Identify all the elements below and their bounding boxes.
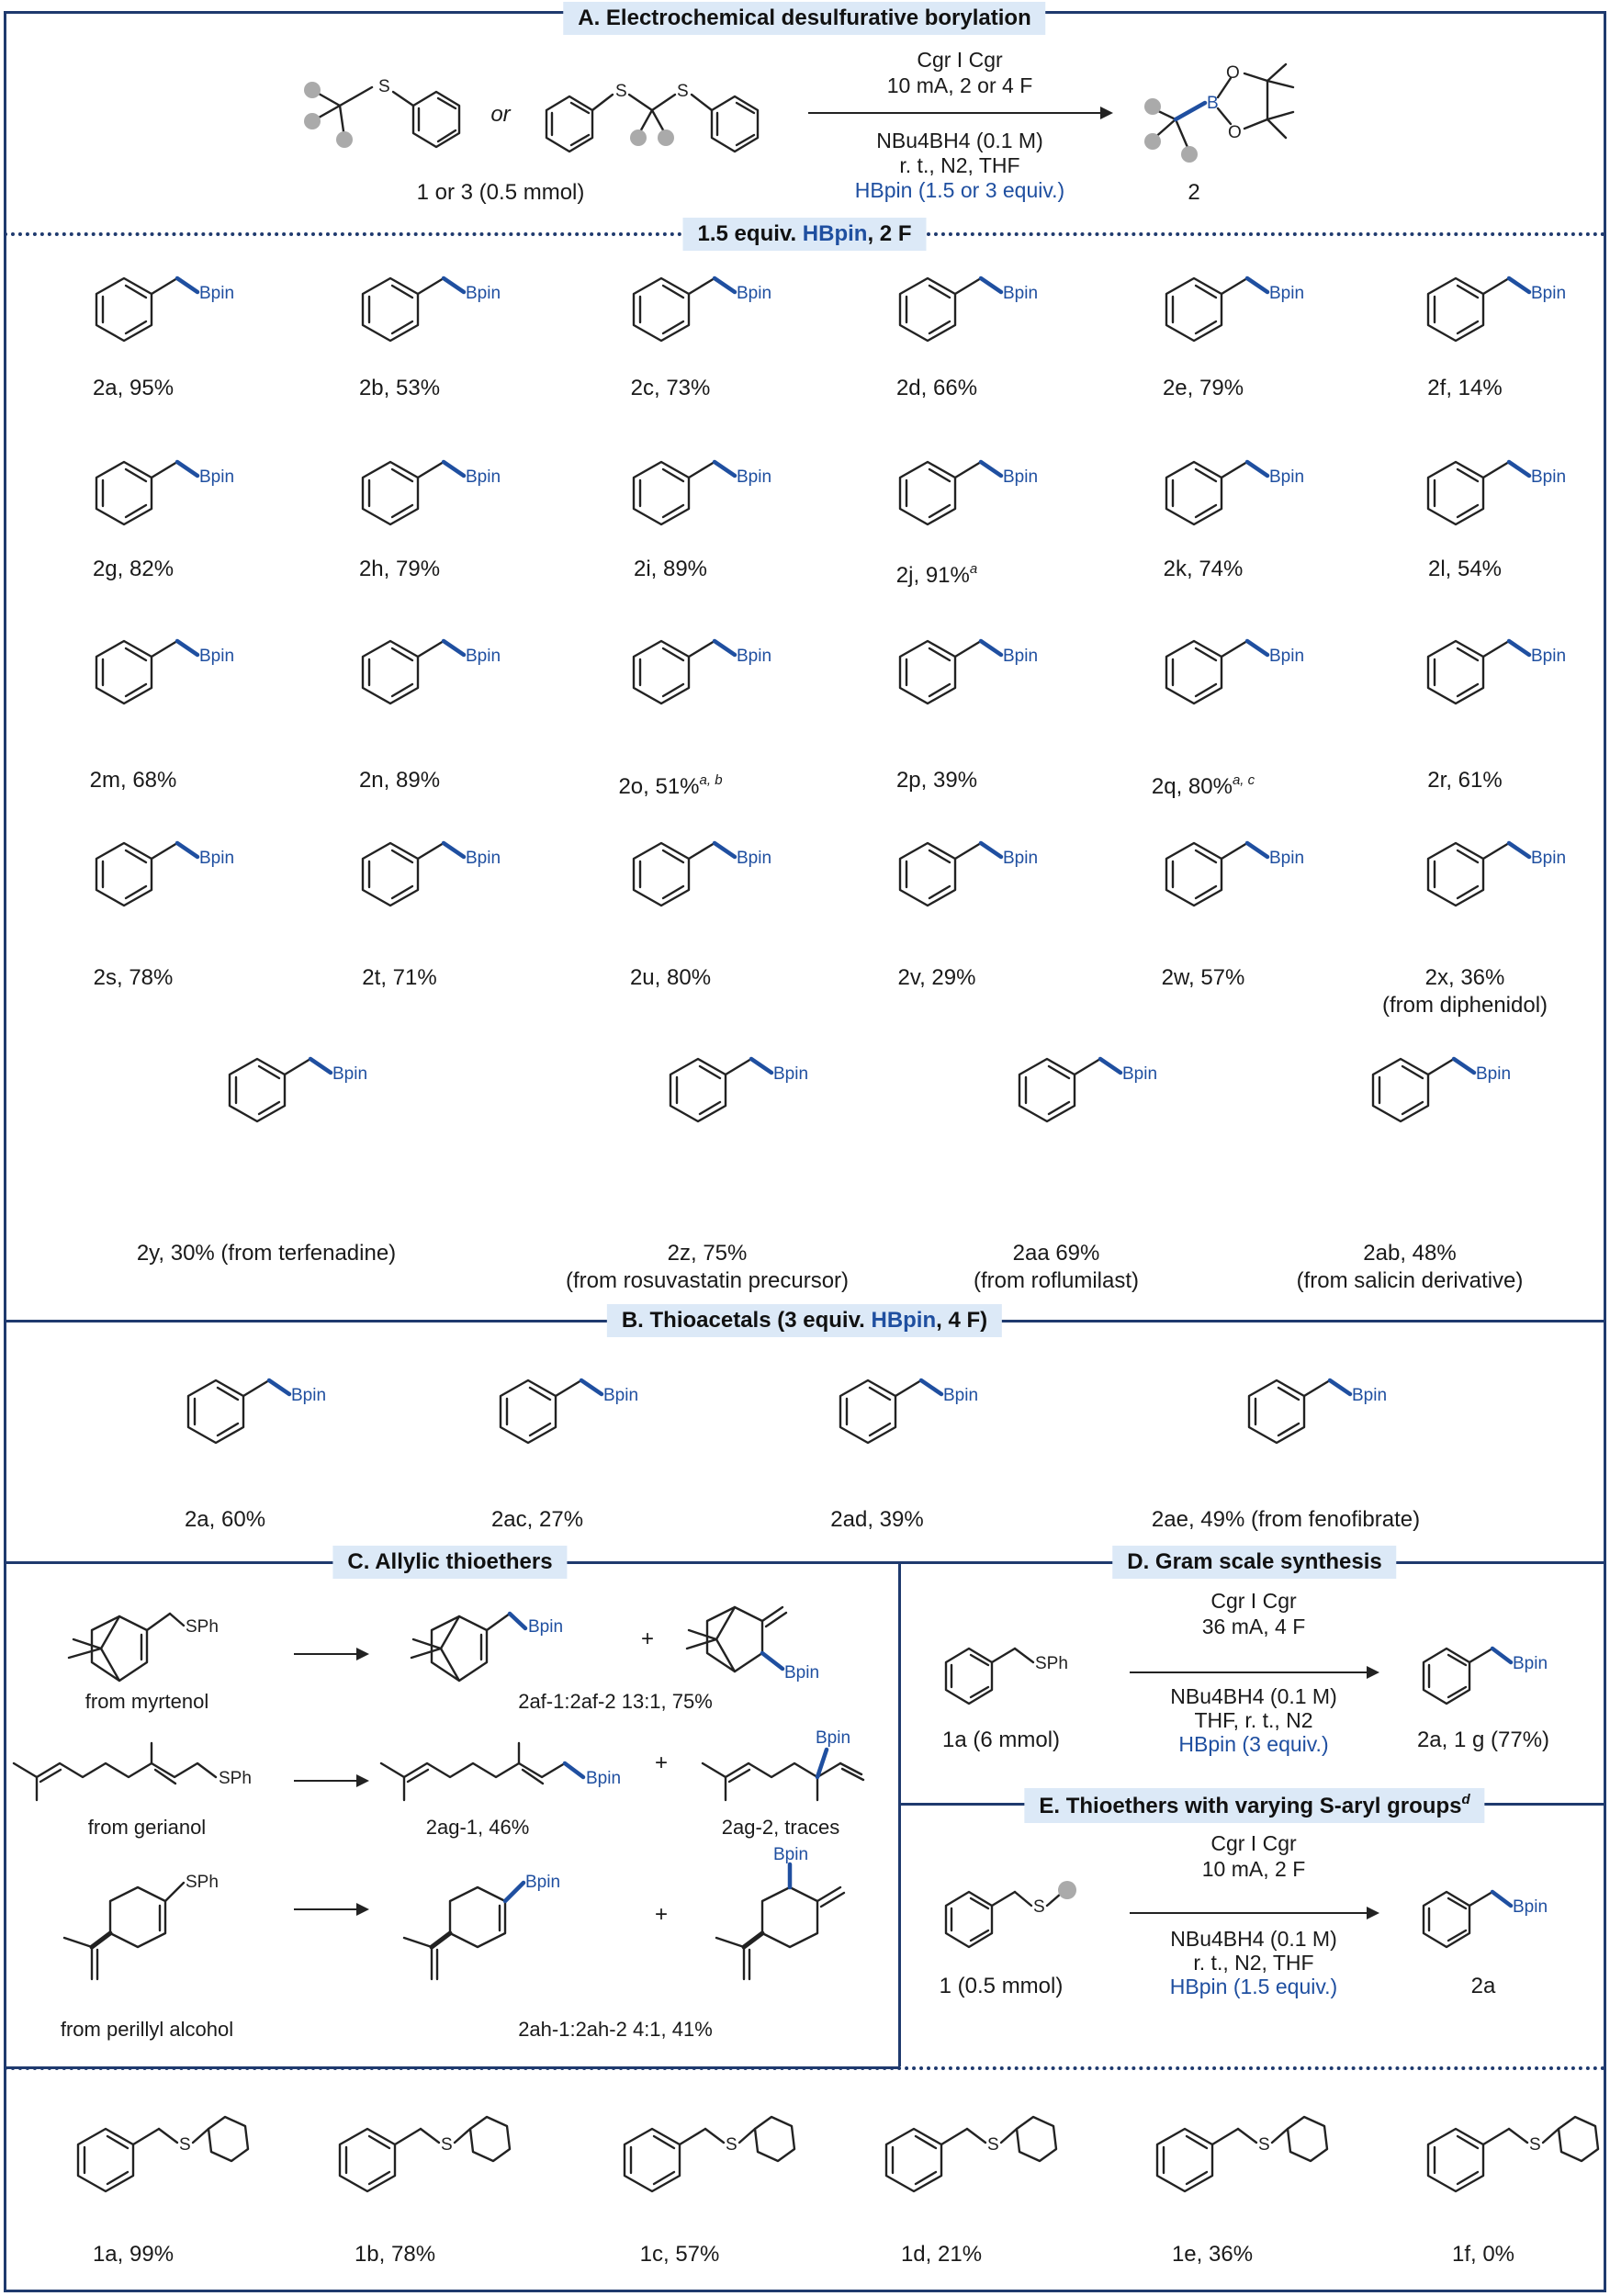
c-r3-source: from perillyl alcohol <box>60 2018 234 2041</box>
product-label-2j: 2j, 91%$^a$ <box>895 561 978 588</box>
c-r3-product: 2ah-1:2ah-2 4:1, 41% <box>518 2018 713 2041</box>
svg-text:SPh: SPh <box>1035 1654 1068 1673</box>
svg-text:Bpin: Bpin <box>784 1663 820 1683</box>
c-r2-product2: 2ag-2, traces <box>721 1816 840 1839</box>
scheme-a-product <box>1139 37 1323 174</box>
section-c-title: C. Allylic thioethers <box>332 1546 567 1579</box>
bpin-label: Bpin <box>1003 647 1039 666</box>
svg-text:S: S <box>1033 1897 1045 1917</box>
svg-text:SPh: SPh <box>186 1873 219 1892</box>
svg-text:B: B <box>1207 94 1219 113</box>
product-structure-2aa <box>983 1029 1194 1157</box>
svg-text:S: S <box>726 2135 737 2155</box>
bpin-label: Bpin <box>737 284 772 303</box>
scheme-a-substrate-3 <box>537 51 804 161</box>
product-note-2x: (from diphenidol) <box>1381 993 1548 1018</box>
scheme-a-cond-electrodes: Cgr I Cgr <box>917 48 1003 72</box>
scheme-a-cond-current: 10 mA, 2 or 4 F <box>886 73 1033 97</box>
myrtenol-product-1 <box>404 1593 588 1704</box>
product-structure-2l <box>1391 432 1603 560</box>
product-label-2c: 2c, 73% <box>630 376 711 400</box>
gram-cond-reagent: HBpin (3 equiv.) <box>1178 1732 1329 1756</box>
bpin-label: Bpin <box>199 284 235 303</box>
product-structure-2f <box>1391 248 1603 377</box>
product-structure-2q <box>1130 611 1341 739</box>
product-label-2l: 2l, 54% <box>1427 557 1503 581</box>
product-structure-2e <box>1130 248 1341 377</box>
bpin-label: Bpin <box>1003 467 1039 487</box>
saryl-cond-electrolyte: NBu4BH4 (0.1 M) <box>1170 1927 1337 1951</box>
section-e-title: E. Thioethers with varying S-aryl groups$^d$ <box>1024 1788 1484 1823</box>
product-label-2n: 2n, 89% <box>358 768 441 793</box>
product-note-2ab: (from salicin derivative) <box>1296 1268 1524 1293</box>
gram-cond-electrolyte: NBu4BH4 (0.1 M) <box>1170 1684 1337 1708</box>
section-b-title: B. Thioacetals (3 equiv. HBpin, 4 F) <box>607 1304 1002 1337</box>
bpin-label: Bpin <box>943 1386 979 1405</box>
svg-text:S: S <box>677 82 689 101</box>
geraniol-product-2 <box>698 1727 900 1809</box>
thioacetal-label-2ae: 2ae, 49% (from fenofibrate) <box>1151 1507 1421 1532</box>
section-a-subtitle: 1.5 equiv. HBpin, 2 F <box>683 218 927 251</box>
product-structure-2h <box>326 432 537 560</box>
bpin-label: Bpin <box>199 849 235 868</box>
product-label-2w: 2w, 57% <box>1161 965 1245 990</box>
scheme-a-substrate-label: 1 or 3 (0.5 mmol) <box>416 180 585 205</box>
product-label-2g: 2g, 82% <box>92 557 175 581</box>
product-structure-2t <box>326 813 537 941</box>
saryl-cond-electrodes: Cgr I Cgr <box>1210 1831 1297 1855</box>
product-label-2q: 2q, 80%$^{a, c}$ <box>1151 772 1255 799</box>
bpin-label: Bpin <box>737 647 772 666</box>
product-structure-2w <box>1130 813 1341 941</box>
thioacetal-label-2ac: 2ac, 27% <box>490 1507 584 1532</box>
c-arrow-2 <box>294 1780 367 1782</box>
saryl-result-5: 1f, 0% <box>1451 2242 1515 2267</box>
product-label-2ab: 2ab, 48% <box>1363 1241 1457 1266</box>
bpin-label: Bpin <box>1531 849 1567 868</box>
product-label-2v: 2v, 29% <box>897 965 976 990</box>
svg-text:S: S <box>441 2135 453 2155</box>
product-structure-2s <box>60 813 271 941</box>
svg-text:Bpin: Bpin <box>525 1873 561 1892</box>
product-label-2r: 2r, 61% <box>1427 768 1503 793</box>
bpin-label: Bpin <box>1531 284 1567 303</box>
gram-arrow <box>1130 1671 1378 1673</box>
product-structure-2y <box>193 1029 404 1157</box>
bpin-label: Bpin <box>1122 1064 1158 1084</box>
gram-cond-current: 36 mA, 4 F <box>1201 1615 1306 1638</box>
product-label-2f: 2f, 14% <box>1427 376 1503 400</box>
product-label-2x: 2x, 36% <box>1424 965 1505 990</box>
bpin-label: Bpin <box>1269 284 1305 303</box>
product-structure-2ab <box>1336 1029 1548 1157</box>
c-r1-source: from myrtenol <box>84 1690 209 1713</box>
saryl-result-4: 1e, 36% <box>1171 2242 1254 2267</box>
scheme-a-cond-electrolyte: NBu4BH4 (0.1 M) <box>876 129 1043 152</box>
saryl-structure-4 <box>1120 2099 1332 2227</box>
c-plus-2: + <box>654 1750 669 1775</box>
product-structure-2j <box>863 432 1075 560</box>
product-structure-2p <box>863 611 1075 739</box>
bpin-label: Bpin <box>1476 1064 1512 1084</box>
svg-text:SPh: SPh <box>186 1617 219 1637</box>
gram-substrate-label: 1a (6 mmol) <box>941 1728 1061 1752</box>
bpin-label: Bpin <box>332 1064 368 1084</box>
product-label-2p: 2p, 39% <box>895 768 978 793</box>
product-structure-2n <box>326 611 537 739</box>
bpin-label: Bpin <box>291 1386 327 1405</box>
gram-cond-electrodes: Cgr I Cgr <box>1210 1589 1297 1613</box>
saryl-structure-1 <box>303 2099 514 2227</box>
saryl-structure-0 <box>41 2099 253 2227</box>
saryl-cond-reagent: HBpin (1.5 equiv.) <box>1169 1975 1338 1998</box>
product-label-2aa: 2aa 69% <box>1012 1241 1100 1266</box>
thioacetal-structure-2a <box>152 1350 363 1479</box>
scheme-a-cond-atmos: r. t., N2, THF <box>899 153 1020 177</box>
product-structure-2b <box>326 248 537 377</box>
svg-text:Bpin: Bpin <box>1513 1654 1548 1673</box>
thioacetal-label-2a: 2a, 60% <box>184 1507 266 1532</box>
bpin-label: Bpin <box>773 1064 809 1084</box>
saryl-arrow <box>1130 1912 1378 1914</box>
product-label-2u: 2u, 80% <box>629 965 712 990</box>
c-plus-3: + <box>654 1902 669 1927</box>
divider-dotted-e <box>4 2066 1606 2070</box>
bpin-label: Bpin <box>1003 849 1039 868</box>
svg-text:Bpin: Bpin <box>528 1617 564 1637</box>
bpin-label: Bpin <box>1269 647 1305 666</box>
product-structure-2z <box>634 1029 845 1157</box>
gram-product-label: 2a, 1 g (77%) <box>1416 1728 1550 1752</box>
svg-text:S: S <box>1529 2135 1541 2155</box>
svg-text:O: O <box>1226 63 1240 83</box>
product-structure-2o <box>597 611 808 739</box>
svg-text:Bpin: Bpin <box>586 1769 622 1788</box>
perillyl-product-1 <box>377 1860 579 1998</box>
product-label-2a: 2a, 95% <box>92 376 175 400</box>
bpin-label: Bpin <box>737 467 772 487</box>
svg-text:Bpin: Bpin <box>816 1728 851 1748</box>
svg-text:S: S <box>987 2135 999 2155</box>
bpin-label: Bpin <box>1269 849 1305 868</box>
bpin-label: Bpin <box>466 284 501 303</box>
product-structure-2m <box>60 611 271 739</box>
myrtenol-substrate <box>46 1593 248 1704</box>
product-structure-2d <box>863 248 1075 377</box>
bpin-label: Bpin <box>1269 467 1305 487</box>
product-structure-2r <box>1391 611 1603 739</box>
section-d-title: D. Gram scale synthesis <box>1112 1546 1396 1579</box>
saryl-structure-2 <box>588 2099 799 2227</box>
product-structure-2k <box>1130 432 1341 560</box>
geraniol-substrate <box>9 1736 285 1809</box>
saryl-product-label: 2a <box>1470 1974 1496 1998</box>
bpin-label: Bpin <box>199 467 235 487</box>
product-note-2aa: (from roflumilast) <box>973 1268 1140 1293</box>
svg-text:S: S <box>615 82 627 101</box>
bpin-label: Bpin <box>466 467 501 487</box>
c-r2-source: from gerianol <box>87 1816 207 1839</box>
svg-text:S: S <box>1258 2135 1270 2155</box>
saryl-result-2: 1c, 57% <box>639 2242 720 2267</box>
myrtenol-product-2 <box>680 1584 863 1694</box>
gram-substrate <box>928 1616 1111 1727</box>
product-note-2z: (from rosuvastatin precursor) <box>565 1268 850 1293</box>
bpin-label: Bpin <box>1003 284 1039 303</box>
product-label-2d: 2d, 66% <box>895 376 978 400</box>
svg-text:SPh: SPh <box>219 1769 252 1788</box>
saryl-substrate-label: 1 (0.5 mmol) <box>939 1974 1064 1998</box>
scheme-a-cond-reagent: HBpin (1.5 or 3 equiv.) <box>854 178 1065 202</box>
saryl-substrate <box>928 1855 1111 1965</box>
bpin-label: Bpin <box>737 849 772 868</box>
saryl-structure-5 <box>1391 2099 1603 2227</box>
thioacetal-structure-2ac <box>464 1350 675 1479</box>
bpin-label: Bpin <box>466 849 501 868</box>
bpin-label: Bpin <box>603 1386 639 1405</box>
product-structure-2c <box>597 248 808 377</box>
saryl-cond-atmos: r. t., N2, THF <box>1193 1951 1314 1975</box>
c-arrow-3 <box>294 1908 367 1910</box>
scheme-a-or: or <box>490 102 511 127</box>
gram-product <box>1405 1616 1589 1727</box>
saryl-result-0: 1a, 99% <box>92 2242 175 2267</box>
svg-text:O: O <box>1228 123 1242 142</box>
product-label-2e: 2e, 79% <box>1162 376 1244 400</box>
product-label-2h: 2h, 79% <box>358 557 441 581</box>
product-label-2k: 2k, 74% <box>1163 557 1244 581</box>
product-label-2o: 2o, 51%$^{a, b}$ <box>618 772 723 799</box>
section-a-title: A. Electrochemical desulfurative borylation <box>563 2 1045 35</box>
svg-text:S: S <box>378 77 390 96</box>
svg-text:Bpin: Bpin <box>773 1845 809 1864</box>
svg-text:Bpin: Bpin <box>1513 1897 1548 1917</box>
saryl-result-1: 1b, 78% <box>354 2242 436 2267</box>
product-label-2m: 2m, 68% <box>89 768 177 793</box>
product-structure-2g <box>60 432 271 560</box>
product-label-2y: 2y, 30% (from terfenadine) <box>136 1241 397 1266</box>
svg-text:S: S <box>179 2135 191 2155</box>
scheme-a-product-label: 2 <box>1188 180 1200 205</box>
thioacetal-structure-2ae <box>1212 1350 1424 1479</box>
thioacetal-structure-2ad <box>804 1350 1015 1479</box>
bpin-label: Bpin <box>1531 467 1567 487</box>
product-structure-2u <box>597 813 808 941</box>
product-structure-2x <box>1391 813 1603 941</box>
gram-cond-atmos: THF, r. t., N2 <box>1194 1708 1313 1732</box>
c-plus-1: + <box>640 1626 655 1651</box>
divider-cd <box>898 1561 901 2066</box>
product-structure-2a <box>60 248 271 377</box>
c-r2-product1: 2ag-1, 46% <box>425 1816 530 1839</box>
saryl-structure-3 <box>850 2099 1061 2227</box>
product-label-2t: 2t, 71% <box>362 965 437 990</box>
product-structure-2i <box>597 432 808 560</box>
product-label-2z: 2z, 75% <box>667 1241 748 1266</box>
product-label-2b: 2b, 53% <box>358 376 441 400</box>
scheme-a-substrate-1 <box>294 55 478 156</box>
bpin-label: Bpin <box>199 647 235 666</box>
scheme-a-arrow <box>808 112 1111 114</box>
product-label-2s: 2s, 78% <box>93 965 174 990</box>
geraniol-product-1 <box>377 1736 652 1809</box>
c-arrow-1 <box>294 1653 367 1655</box>
product-structure-2v <box>863 813 1075 941</box>
product-label-2i: 2i, 89% <box>633 557 708 581</box>
perillyl-product-2 <box>689 1846 891 2002</box>
perillyl-substrate <box>37 1860 239 1998</box>
saryl-product <box>1405 1855 1589 1965</box>
bpin-label: Bpin <box>1352 1386 1388 1405</box>
c-r1-product: 2af-1:2af-2 13:1, 75% <box>518 1690 713 1713</box>
thioacetal-label-2ad: 2ad, 39% <box>830 1507 924 1532</box>
saryl-cond-current: 10 mA, 2 F <box>1201 1857 1306 1881</box>
bpin-label: Bpin <box>466 647 501 666</box>
bpin-label: Bpin <box>1531 647 1567 666</box>
saryl-result-3: 1d, 21% <box>900 2242 983 2267</box>
